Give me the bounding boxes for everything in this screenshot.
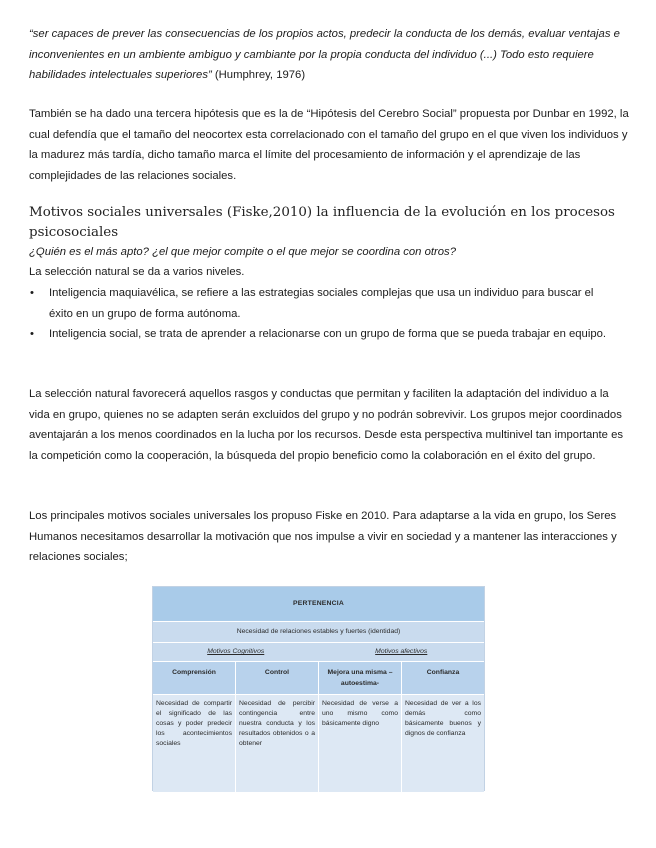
quote-citation: (Humphrey, 1976): [211, 69, 306, 82]
table-title: PERTENENCIA: [153, 587, 484, 621]
motives-cognitive-label: Motivos Cognitivos: [207, 648, 265, 655]
bullet-icon: •: [30, 328, 34, 340]
fiske-paragraph: Los principales motivos sociales universales los propuso Fiske en 2010. Para adaptarse a la vida en grupo, los Seres Humanos necesitamos desarrollar la motivación que nos impulse a vivir en sociedad y a mantener las interacciones y relaciones sociales;: [29, 510, 617, 564]
intelligence-list: [29, 283, 619, 345]
humphrey-quote: [29, 24, 629, 86]
table-cell: Necesidad de ver a los demás como básicamente buenos y dignos de confianza: [405, 700, 481, 737]
motives-affective-label: Motivos afectivos: [375, 648, 428, 655]
column-header: Confianza: [426, 669, 460, 676]
belonging-table: [152, 586, 485, 791]
social-brain-paragraph: También se ha dado una tercera hipótesis que es la de “Hipótesis del Cerebro Social” propuesta por Dunbar en 1992, la cual defendía que el tamaño del neocortex esta correlacionado con el tamaño del grupo en el que viven los individuos y la madurez más tardía, dicho tamaño marca el límite del procesamiento de información y el aprendizaje de las complejidades de las relaciones sociales.: [29, 108, 629, 182]
list-item: [29, 324, 619, 345]
column-header: Control: [236, 662, 319, 694]
section-question: ¿Quién es el más apto? ¿el que mejor compite o el que mejor se coordina con otros?: [29, 246, 456, 258]
table-row: [153, 694, 484, 792]
bullet-icon: •: [30, 287, 34, 299]
selection-intro: La selección natural se da a varios niveles.: [29, 266, 245, 278]
list-item: [29, 283, 619, 324]
quote-text: “ser capaces de prever las consecuencias de los propios actos, predecir la conducta de los demás, evaluar ventajas e inconvenientes en un ambiente ambiguo y cambiante por la propia conducta del individuo (...) Todo esto requiere habilidades intelectuales superiores”: [29, 28, 620, 82]
table-cell: Necesidad de verse a uno mismo como básicamente digno: [319, 695, 402, 792]
table-cell: Necesidad de compartir el significado de las cosas y poder predecir los acontecimientos sociales: [153, 695, 236, 792]
section-heading: Motivos sociales universales (Fiske,2010) la influencia de la evolución en los procesos psicosociales: [29, 205, 615, 240]
table-header-row: [153, 661, 484, 694]
column-header: Comprensión: [153, 662, 236, 694]
table-need-row: Necesidad de relaciones estables y fuertes (identidad): [153, 621, 484, 642]
table-cell: Necesidad de percibir contingencia entre nuestra conducta y los resultados obtenidos o a obtener: [236, 695, 319, 792]
natural-selection-paragraph: La selección natural favorecerá aquellos rasgos y conductas que permitan y faciliten la adaptación del individuo a la vida en grupo, quienes no se adapten serán excluidos del grupo y no podrán sobrevivir. Los grupos mejor coordinados aventajarán a los menos coordinados en la lucha por los recursos. Desde esta perspectiva multinivel tan importante es la competición como la cooperación, la búsqueda del propio beneficio como la colaboración en el éxito del grupo.: [29, 388, 624, 462]
list-item-text: Inteligencia social, se trata de aprender a relacionarse con un grupo de forma que se pueda trabajar en equipo.: [49, 328, 607, 340]
column-header: Mejora una misma –autoestima-: [319, 662, 402, 694]
list-item-text: Inteligencia maquiavélica, se refiere a las estrategias sociales complejas que usa un individuo para buscar el éxito en un grupo de forma autónoma.: [49, 287, 594, 320]
table-motives-row: [153, 642, 484, 661]
